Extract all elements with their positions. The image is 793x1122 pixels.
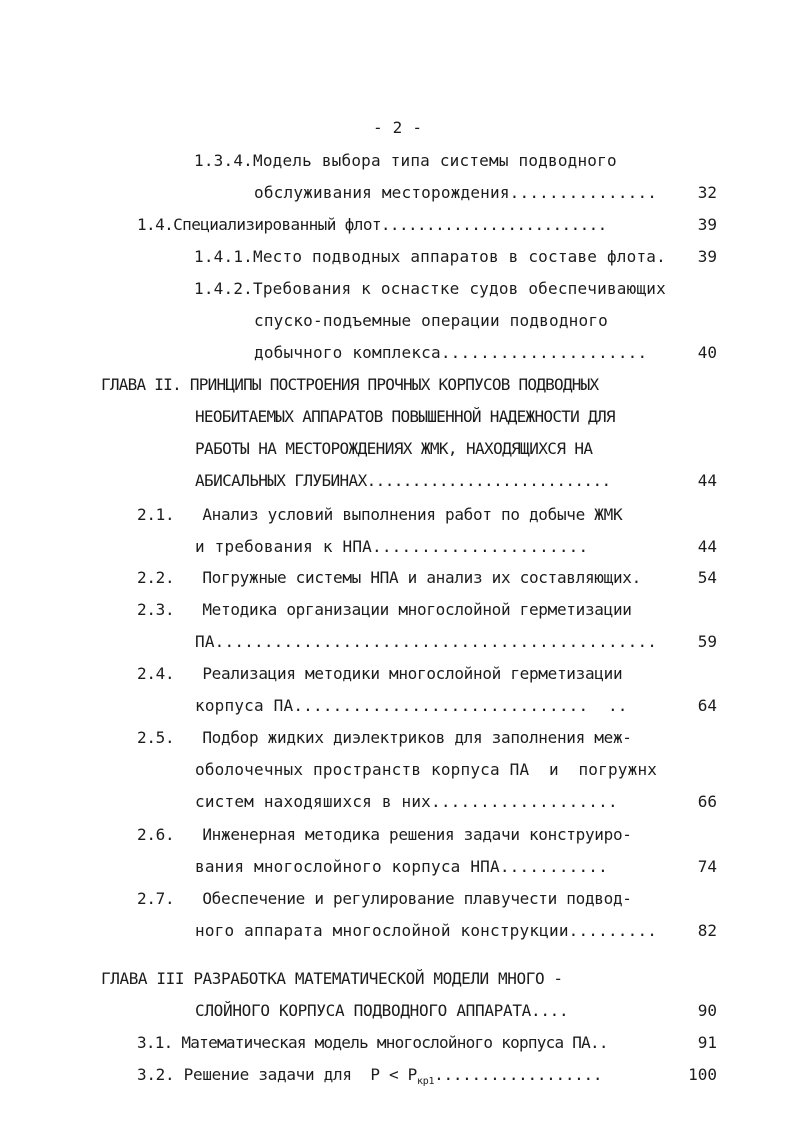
toc-page: 39 [697,247,717,266]
toc-page: 40 [697,343,717,362]
toc-text: вания многослойного корпуса НПА........... [195,857,608,876]
toc-page: 74 [697,857,717,876]
toc-text: 1.3.4.Модель выбора типа системы подводного [194,151,617,170]
toc-text: СЛОЙНОГО КОРПУСА ПОДВОДНОГО АППАРАТА.... [195,1001,569,1020]
toc-text: НЕОБИТАЕМЫХ АППАРАТОВ ПОВЫШЕННОЙ НАДЕЖНОСТИ ДЛЯ [195,407,615,426]
toc-text: 3.2. Решение задачи для P < P [137,1065,417,1084]
toc-text: спуско-подъемные операции подводного [254,311,608,330]
toc-text: 2.2. Погружные системы НПА и анализ их составляющих. [137,568,641,587]
toc-page: 44 [697,537,717,556]
toc-text: 2.6. Инженерная методика решения задачи конструиро- [137,825,632,844]
toc-text: 2.7. Обеспечение и регулирование плавучести подвод- [137,889,632,908]
toc-text: ГЛАВА II. ПРИНЦИПЫ ПОСТРОЕНИЯ ПРОЧНЫХ КОРПУСОВ ПОДВОДНЫХ [101,375,599,394]
toc-page: 90 [697,1001,717,1020]
toc-text: 2.3. Методика организации многослойной герметизации [137,600,632,619]
toc-dots: .................. [434,1065,603,1084]
toc-text: и требования к НПА...................... [195,537,589,556]
toc-page: 64 [697,696,717,715]
toc-text: обслуживания месторождения............... [254,183,658,202]
toc-text: 2.5. Подбор жидких диэлектриков для заполнения меж- [137,728,632,747]
toc-text: ПА............................................. [195,632,658,651]
toc-text: АБИСАЛЬНЫХ ГЛУБИНАХ........................... [195,471,611,490]
toc-text: 2.1. Анализ условий выполнения работ по добыче ЖМК [137,505,623,524]
toc-text: 1.4.2.Требования к оснастке судов обеспечивающих [194,279,666,298]
toc-text: корпуса ПА.............................. .. [195,696,628,715]
page-number: - 2 - [373,118,423,137]
toc-page: 82 [697,921,717,940]
toc-text: ного аппарата многослойной конструкции......... [195,921,658,940]
toc-page: 100 [688,1065,717,1084]
toc-page: 66 [697,792,717,811]
toc-subscript: кр1 [417,1076,435,1088]
toc-page: 54 [697,568,717,587]
toc-page: 91 [697,1033,717,1052]
toc-page: 39 [697,215,717,234]
toc-text: добычного комплекса..................... [254,343,648,362]
toc-page: 44 [697,471,717,490]
toc-text: 2.4. Реализация методики многослойной герметизации [137,664,623,683]
toc-text: РАБОТЫ НА МЕСТОРОЖДЕНИЯХ ЖМК, НАХОДЯЩИХСЯ НА [195,439,593,458]
toc-text: оболочечных пространств корпуса ПА и погружнх [195,760,658,779]
toc-page: 59 [697,632,717,651]
toc-text: систем находяшихся в них................... [195,792,618,811]
toc-text: 1.4.Специализированный флот......................... [137,215,607,234]
toc-text: ГЛАВА III РАЗРАБОТКА МАТЕМАТИЧЕСКОЙ МОДЕЛИ МНОГО - [101,969,563,988]
toc-page: 32 [697,183,717,202]
toc-text: 3.1. Математическая модель многослойного корпуса ПА.. [137,1033,608,1052]
toc-text-wrap [137,1065,602,1092]
toc-text: 1.4.1.Место подводных аппаратов в составе флота. [194,247,666,266]
